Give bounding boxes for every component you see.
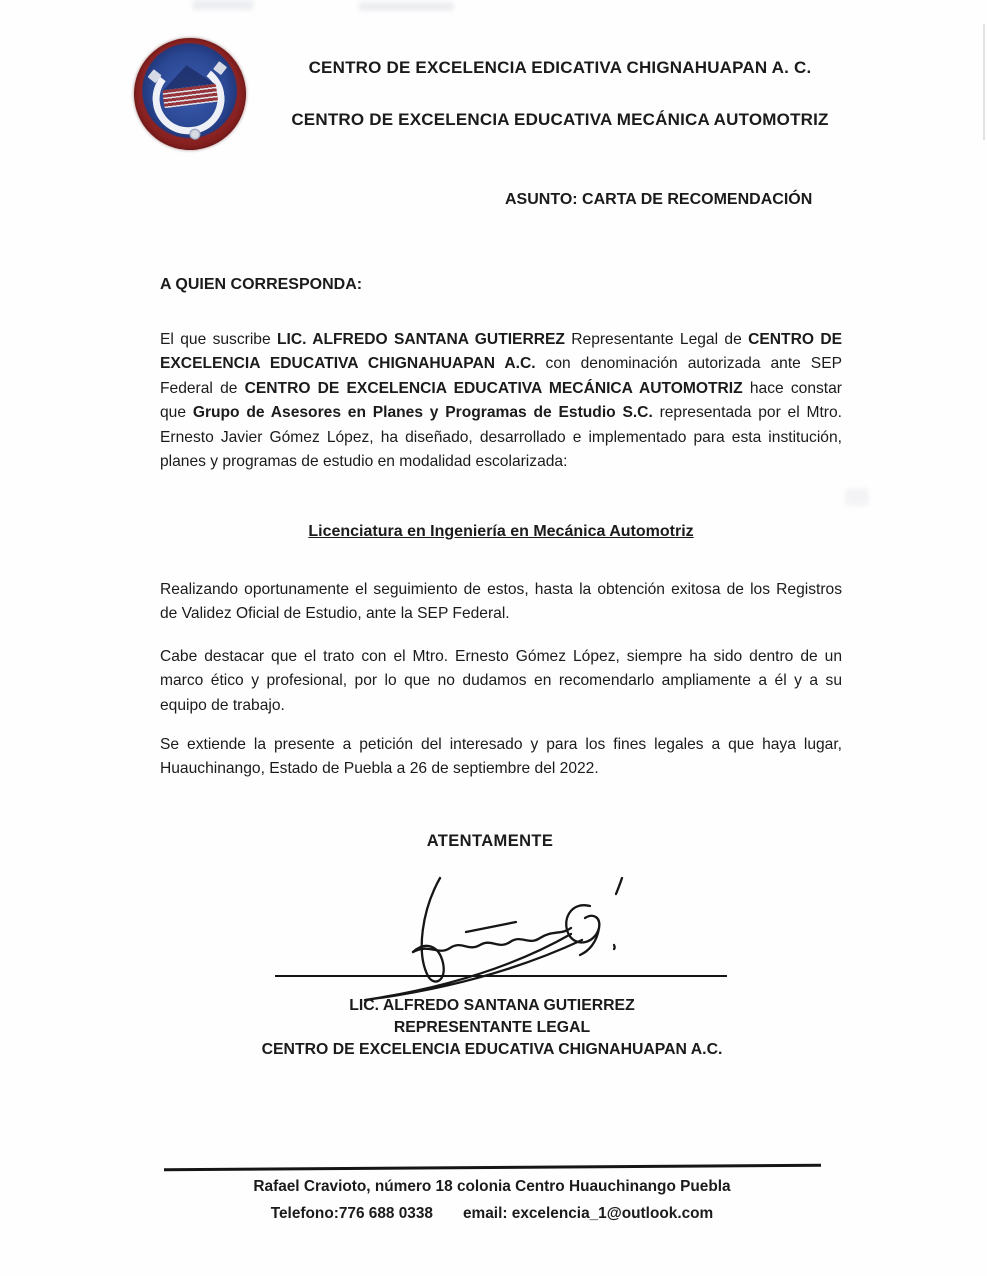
footer-contact — [130, 1205, 854, 1223]
scan-smudge — [358, 2, 454, 11]
handwritten-signature — [270, 858, 740, 1008]
paragraph-issuance-date: Se extiende la presente a petición del interesado y para los fines legales a que haya lugar, Huauchinango, Estado de Puebla a 26 de septiembre del 2022. — [160, 736, 842, 778]
footer-address: Rafael Cravioto, número 18 colonia Centro Huauchinango Puebla — [253, 1178, 731, 1195]
paragraph-introduction: El que suscribe LIC. ALFREDO SANTANA GUTIERREZ Representante Legal de CENTRO DE EXCELENCIA EDUCATIVA CHIGNAHUAPAN A.C. con denominación autorizada ante SEP Federal de CENTRO DE EXCELENCIA EDUCATIVA MECÁNICA AUTOMOTRIZ hace constar que Grupo de Asesores en Planes y Programas de Estudio S.C. representada por el Mtro. Ernesto Javier Gómez López, ha diseñado, desarrollado e implementado para esta institución, planes y programas de estudio en modalidad escolarizada: — [160, 331, 843, 471]
signer-title: REPRESENTANTE LEGAL — [393, 1019, 591, 1036]
paragraph-followup: Realizando oportunamente el seguimiento de estos, hasta la obtención exitosa de los Registros de Validez Oficial de Estudio, ante la SEP Federal. — [160, 581, 842, 623]
school-seal-logo — [128, 32, 253, 157]
closing-word: ATENTAMENTE — [426, 832, 554, 850]
degree-title-text: Licenciatura en Ingeniería en Mecánica Automotriz — [308, 523, 694, 540]
salutation: A QUIEN CORRESPONDA: — [160, 276, 363, 293]
scan-edge-line — [983, 24, 985, 140]
seal-bottom-medal — [189, 128, 201, 140]
paragraph-recommendation: Cabe destacar que el trato con el Mtro. Ernesto Gómez López, siempre ha sido dentro de un marco ético y profesional, por lo que no dudamos en recomendarlo ampliamente a él y a su equipo de trabajo. — [160, 648, 842, 714]
header-line-2: CENTRO DE EXCELENCIA EDUCATIVA MECÁNICA AUTOMOTRIZ — [291, 110, 829, 129]
footer-rule — [164, 1164, 821, 1171]
scan-smudge — [192, 0, 254, 10]
header-line-1: CENTRO DE EXCELENCIA EDICATIVA CHIGNAHUAPAN A. C. — [308, 58, 812, 77]
signer-name: LIC. ALFREDO SANTANA GUTIERREZ — [349, 997, 635, 1014]
footer-phone: Telefono:776 688 0338 — [270, 1205, 433, 1222]
signer-organization: CENTRO DE EXCELENCIA EDUCATIVA CHIGNAHUAPAN A.C. — [261, 1041, 723, 1058]
scan-smudge — [845, 488, 869, 506]
subject-line: ASUNTO: CARTA DE RECOMENDACIÓN — [505, 191, 813, 208]
degree-title — [160, 520, 842, 544]
seal-emblem-right — [213, 61, 227, 75]
signer-block — [130, 995, 854, 1061]
footer-email: email: excelencia_1@outlook.com — [463, 1205, 714, 1222]
